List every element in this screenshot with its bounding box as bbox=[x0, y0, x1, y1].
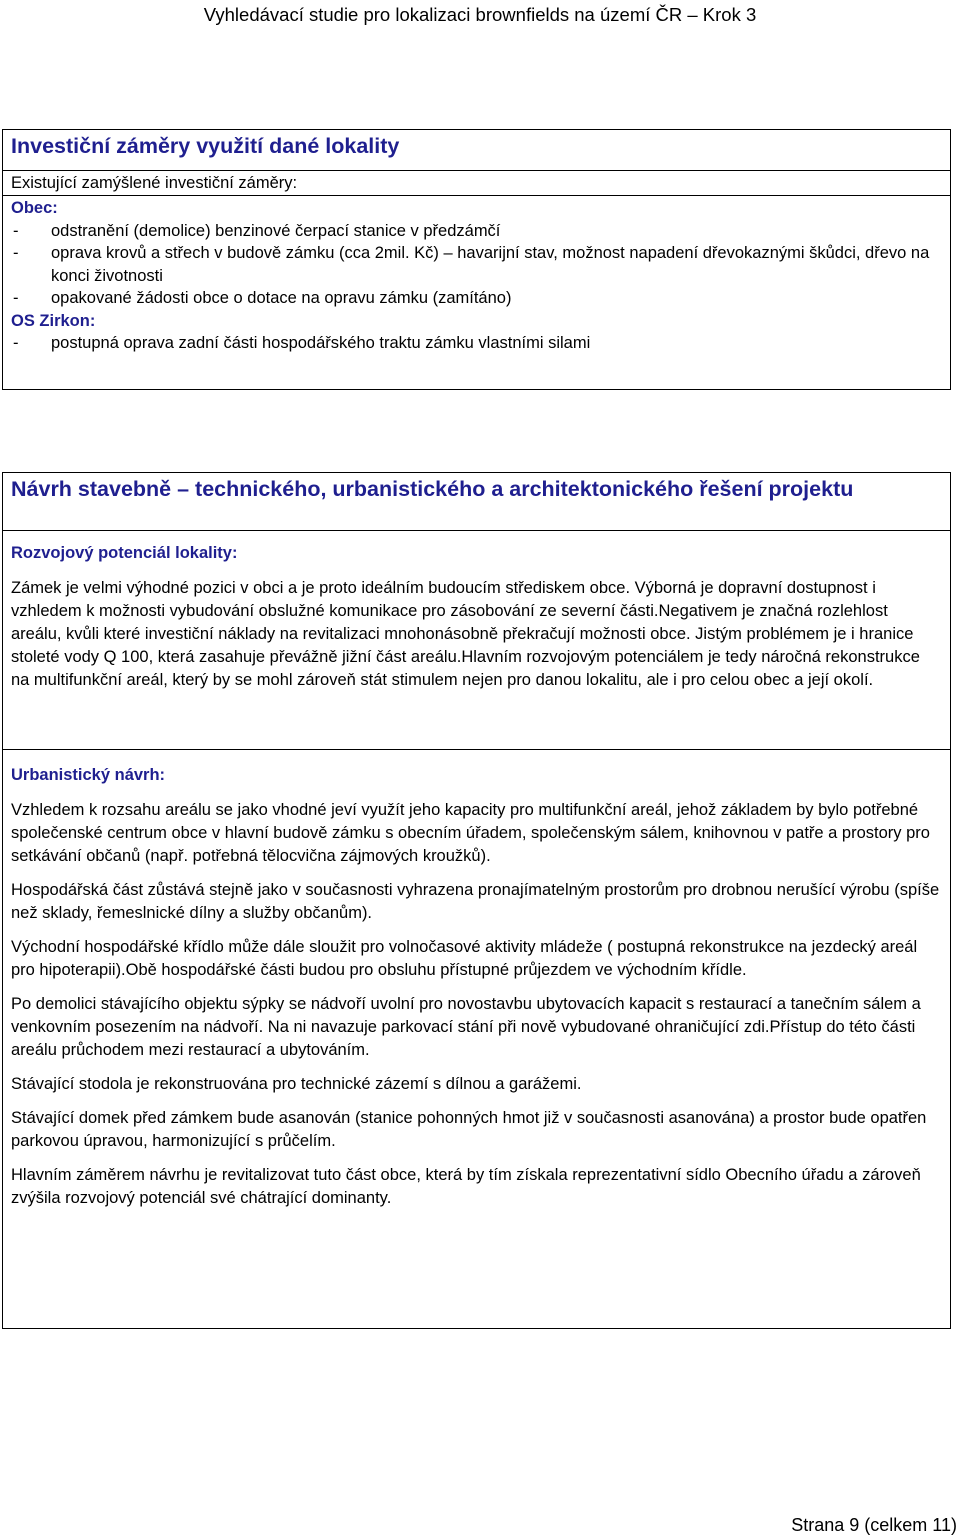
list-item: - oprava krovů a střech v budově zámku (cca 2mil. Kč) – havarijní stav, možnost napadení dřevokaznými škůdci, dřevo na konci životnosti bbox=[13, 244, 930, 285]
existing-plans-intro: Existující zamýšlené investiční záměry: bbox=[11, 174, 298, 192]
development-potential-label: Rozvojový potenciál lokality: bbox=[11, 544, 238, 562]
list-item: - opakované žádosti obce o dotace na opravu zámku (zamítáno) bbox=[13, 289, 512, 307]
investment-plans-heading: Investiční záměry využití dané lokality bbox=[11, 134, 400, 158]
list-item: - postupná oprava zadní části hospodářského traktu zámku vlastními silami bbox=[13, 334, 591, 352]
urban-design-paragraph: Po demolici stávajícího objektu sýpky se nádvoří uvolní pro novostavbu ubytovacích kapacit s restaurací a tanečním sálem a venkovním posezením na nádvoří. Na ni navazuje parkovací stání při nově vybudované ohraničující zdi.Přístup do této části areálu průchodem mezi restaurací a ubytováním. bbox=[11, 995, 921, 1059]
urban-design-paragraph: Hlavním záměrem návrhu je revitalizovat tuto část obce, která by tím získala reprezentativní sídlo Obecního úřadu a zároveň zvýšila rozvojový potenciál své chátrající dominanty. bbox=[11, 1166, 921, 1207]
page-number: Strana 9 (celkem 11) bbox=[791, 1515, 957, 1535]
obec-label: Obec: bbox=[11, 199, 58, 217]
design-proposal-heading: Návrh stavebně – technického, urbanistického a architektonického řešení projektu bbox=[11, 477, 854, 501]
urban-design-paragraph: Východní hospodářské křídlo může dále sloužit pro volnočasové aktivity mládeže ( postupná rekonstrukce na jezdecký areál pro hipoterapii).Obě hospodářské části budou pro obsluhu přístupné průjezdem ve východním křídle. bbox=[11, 938, 918, 979]
design-proposal-box bbox=[2, 472, 951, 1329]
urban-design-paragraph: Stávající stodola je rekonstruována pro technické zázemí s dílnou a garážemi. bbox=[11, 1075, 582, 1093]
investment-plans-heading-row bbox=[3, 130, 950, 171]
development-potential-text: Zámek je velmi výhodné pozici v obci a je proto ideálním budoucím střediskem obce. Výborná je dopravní dostupnost i vzhledem k možnosti vybudování obslužné komunikace pro zásobování ze severní části.Negativem je značná rozlehlost areálu, kvůli které investiční náklady na revitalizaci mnohonásobně překračují možnosti obce. Jistým problémem je i hranice stoleté vody Q 100, která zasahuje převážně jižní část areálu.Hlavním rozvojovým potenciálem je tedy náročná rekonstrukce na multifunkční areál, který by se mohl zároveň stát stimulem nejen pro danou lokalitu, ale i pro celou obec a její okolí. bbox=[11, 579, 920, 689]
document-header: Vyhledávací studie pro lokalizaci brownfields na území ČR – Krok 3 bbox=[203, 4, 757, 25]
design-proposal-heading-row bbox=[3, 473, 950, 531]
urban-design-paragraph: Vzhledem k rozsahu areálu se jako vhodné jeví využít jeho kapacity pro multifunkční areál, jehož základem by bylo potřebné společenské centrum obce v hlavní budově zámku s obecním úřadem, společenským sálem, knihovnou v patře a prostory pro setkávání občanů (např. potřebná tělocvična zájmových kroužků). bbox=[11, 801, 930, 865]
existing-plans-body bbox=[3, 196, 950, 355]
existing-plans-intro-row bbox=[3, 171, 950, 196]
urban-design-paragraph: Hospodářská část zůstává stejně jako v současnosti vyhrazena pronajímatelným prostorům pro drobnou nerušící výrobu (spíše než sklady, řemeslnické dílny a služby občanům). bbox=[11, 881, 940, 922]
urban-design-section bbox=[3, 750, 950, 1210]
os-zirkon-label: OS Zirkon: bbox=[11, 311, 96, 330]
urban-design-label: Urbanistický návrh: bbox=[11, 766, 166, 784]
list-item: - odstranění (demolice) benzinové čerpací stanice v předzámčí bbox=[13, 221, 501, 240]
investment-plans-box bbox=[2, 129, 951, 390]
development-potential-section bbox=[3, 531, 950, 750]
urban-design-paragraph: Stávající domek před zámkem bude asanován (stanice pohonných hmot již v současnosti asanována) a prostor bude opatřen parkovou úpravou, harmonizující s průčelím. bbox=[11, 1109, 927, 1150]
